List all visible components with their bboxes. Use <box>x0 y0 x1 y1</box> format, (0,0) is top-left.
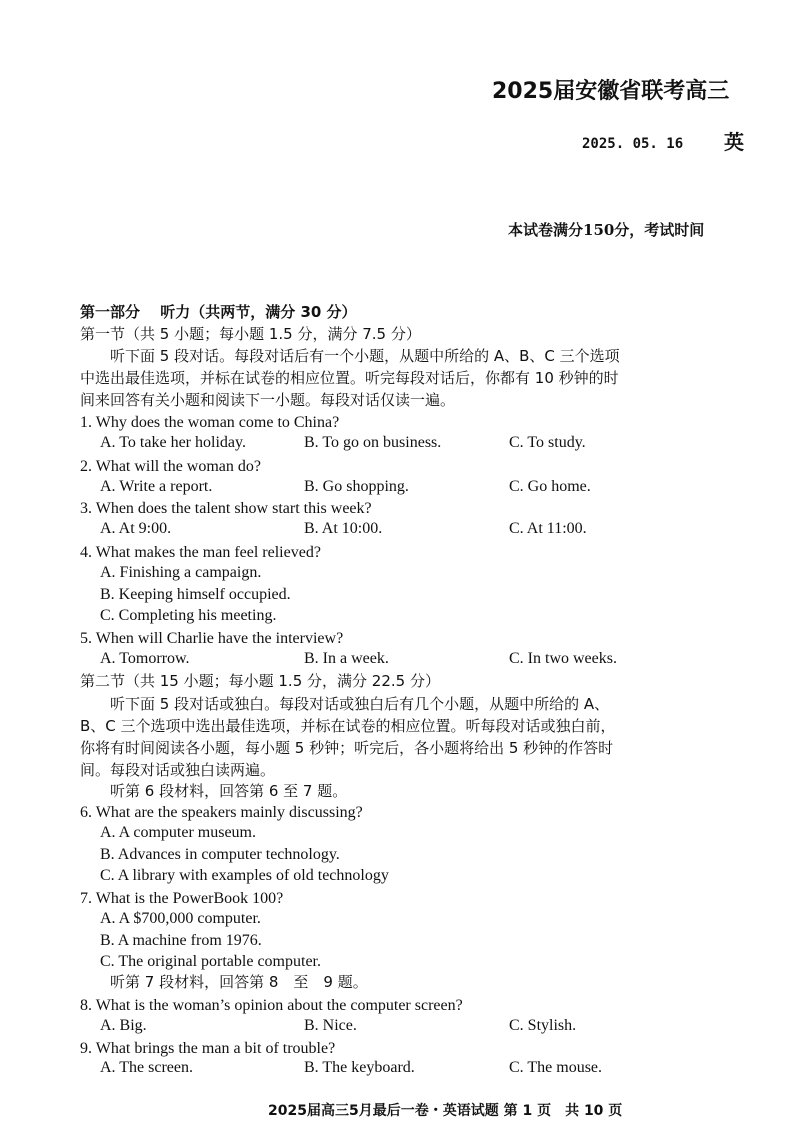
question-stem: 3. When does the talent show start this week? <box>80 500 372 517</box>
section2-instruction-line: B、C 三个选项中选出最佳选项，并标在试卷的相应位置。听每段对话或独白前， <box>80 717 616 735</box>
question-stem: 8. What is the woman’s opinion about the computer screen? <box>80 997 463 1014</box>
option-c: C. Stylish. <box>509 1017 577 1034</box>
section2-instruction-line: 间。每段对话或独白读两遍。 <box>80 761 276 779</box>
option-a: A. Finishing a campaign. <box>100 564 262 581</box>
option-c: C. The original portable computer. <box>100 953 321 970</box>
option-a: A. The screen. <box>100 1059 193 1076</box>
option-a: A. Tomorrow. <box>100 650 190 667</box>
option-a: A. Big. <box>100 1017 147 1034</box>
section1-instruction-line: 间来回答有关小题和阅读下一小题。每段对话仅读一遍。 <box>80 391 456 409</box>
option-b: B. In a week. <box>304 650 389 667</box>
option-c: C. A library with examples of old technology <box>100 867 389 884</box>
part1-heading: 第一部分 听力（共两节，满分 30 分） <box>80 303 357 321</box>
option-a: A. Write a report. <box>100 478 213 495</box>
question-stem: 9. What brings the man a bit of trouble? <box>80 1040 336 1057</box>
question-stem: 5. When will Charlie have the interview? <box>80 630 344 647</box>
question-stem: 2. What will the woman do? <box>80 458 261 475</box>
section2-heading: 第二节（共 15 小题；每小题 1.5 分，满分 22.5 分） <box>80 672 440 690</box>
option-a: A. At 9:00. <box>100 520 172 537</box>
option-b: B. Keeping himself occupied. <box>100 586 291 603</box>
option-a: A. A $700,000 computer. <box>100 910 261 927</box>
option-b: B. A machine from 1976. <box>100 932 262 949</box>
section2-instruction-line: 听下面 5 段对话或独白。每段对话或独白后有几个小题，从题中所给的 A、 <box>80 695 610 713</box>
option-b: B. Nice. <box>304 1017 357 1034</box>
section1-instruction-line: 中选出最佳选项，并标在试卷的相应位置。听完每段对话后，你都有 10 秒钟的时 <box>80 369 619 387</box>
question-stem: 6. What are the speakers mainly discussing? <box>80 804 363 821</box>
option-c: C. Go home. <box>509 478 591 495</box>
question-stem: 7. What is the PowerBook 100? <box>80 890 284 907</box>
section1-heading: 第一节（共 5 小题；每小题 1.5 分，满分 7.5 分） <box>80 325 421 343</box>
exam-title: 2025届安徽省联考高三 <box>492 79 730 104</box>
page-footer: 2025届高三5月最后一卷・英语试题 第 1 页 共 10 页 <box>268 1103 623 1119</box>
section2-instruction-line: 你将有时间阅读各小题，每小题 5 秒钟；听完后，各小题将给出 5 秒钟的作答时 <box>80 739 614 757</box>
option-b: B. Go shopping. <box>304 478 409 495</box>
exam-date: 2025. 05. 16 <box>582 136 684 152</box>
option-b: B. The keyboard. <box>304 1059 415 1076</box>
option-b: B. Advances in computer technology. <box>100 846 340 863</box>
material-note: 听第 6 段材料，回答第 6 至 7 题。 <box>80 782 348 800</box>
option-a: A. To take her holiday. <box>100 434 246 451</box>
option-b: B. At 10:00. <box>304 520 383 537</box>
full-score-note: 本试卷满分150分，考试时间 <box>508 221 705 239</box>
option-c: C. Completing his meeting. <box>100 607 277 624</box>
subject-name: 英 <box>724 130 744 154</box>
option-c: C. To study. <box>509 434 586 451</box>
option-c: C. In two weeks. <box>509 650 617 667</box>
option-c: C. The mouse. <box>509 1059 603 1076</box>
option-b: B. To go on business. <box>304 434 442 451</box>
section1-instruction-line: 听下面 5 段对话。每段对话后有一个小题，从题中所给的 A、B、C 三个选项 <box>80 347 620 365</box>
question-stem: 4. What makes the man feel relieved? <box>80 544 321 561</box>
question-stem: 1. Why does the woman come to China? <box>80 414 340 431</box>
option-a: A. A computer museum. <box>100 824 256 841</box>
material-note: 听第 7 段材料，回答第 8 至 9 题。 <box>80 973 368 991</box>
option-c: C. At 11:00. <box>509 520 587 537</box>
